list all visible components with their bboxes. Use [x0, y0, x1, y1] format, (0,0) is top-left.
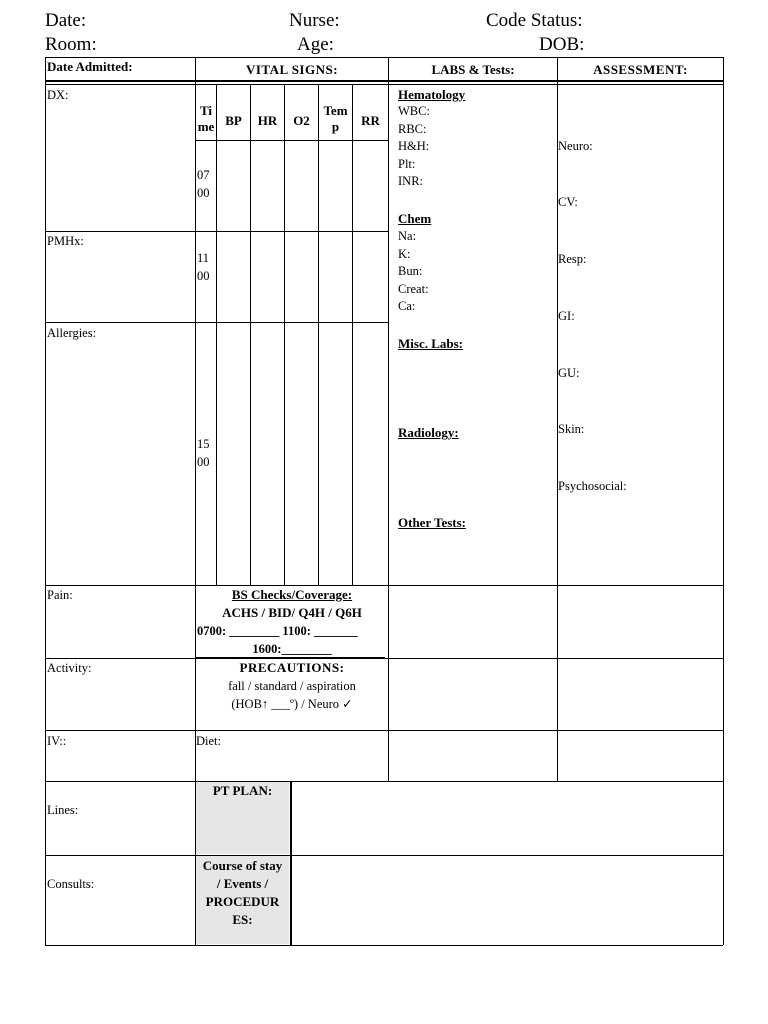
bs-checks-options: ACHS / BID/ Q4H / Q6H: [222, 605, 362, 620]
vitals-bp-header: BP: [225, 113, 242, 128]
diet-label: Diet:: [196, 734, 221, 748]
activity-label: Activity:: [47, 661, 92, 675]
vitals-o2-header: O2: [293, 113, 310, 128]
assessment-header: ASSESSMENT:: [593, 62, 688, 77]
precautions-title: PRECAUTIONS:: [239, 660, 345, 675]
list-item: K:: [398, 246, 411, 261]
radiology-heading: Radiology:: [398, 425, 459, 440]
assessment-psychosocial: Psychosocial:: [558, 479, 627, 493]
chem-heading: Chem: [398, 211, 432, 226]
date-label: Date:: [45, 10, 87, 31]
assessment-neuro: Neuro:: [558, 139, 593, 153]
chem-list: [398, 228, 429, 316]
hematology-list: [398, 103, 430, 191]
pain-label: Pain:: [47, 588, 73, 602]
room-label: Room:: [45, 34, 97, 55]
misc-labs-heading: Misc. Labs:: [398, 336, 463, 351]
list-item: WBC:: [398, 104, 430, 118]
date-admitted-label: Date Admitted:: [47, 59, 133, 74]
vitals-time-row: 11 00: [197, 251, 210, 283]
labs-tests-header: LABS & Tests:: [431, 62, 515, 77]
other-tests-heading: Other Tests:: [398, 515, 467, 530]
list-item: Ca:: [398, 299, 416, 313]
iv-label: IV::: [47, 734, 67, 748]
list-item: RBC:: [398, 121, 427, 136]
bs-checks-title: BS Checks/Coverage:: [231, 587, 353, 602]
list-item: INR:: [398, 174, 423, 188]
assessment-resp: Resp:: [558, 252, 587, 266]
assessment-cv: CV:: [558, 195, 578, 209]
hematology-heading: Hematology: [398, 87, 466, 102]
course-of-stay-label: Course of stay / Events / PROCEDUR ES:: [202, 858, 283, 927]
age-label: Age:: [297, 34, 334, 55]
assessment-gi: GI:: [558, 309, 575, 323]
vital-signs-header: VITAL SIGNS:: [245, 62, 339, 77]
allergies-label: Allergies:: [47, 326, 97, 340]
pmhx-label: PMHx:: [47, 234, 84, 248]
vitals-time-row: 07 00: [197, 168, 210, 200]
assessment-skin: Skin:: [558, 422, 585, 436]
list-item: Plt:: [398, 156, 416, 171]
dx-label: DX:: [47, 88, 69, 102]
lines-label: Lines:: [47, 803, 79, 817]
vitals-temp-header: Tem p: [323, 103, 348, 134]
vitals-rr-header: RR: [361, 113, 380, 128]
assessment-gu: GU:: [558, 366, 580, 380]
code-status-label: Code Status:: [486, 10, 583, 31]
list-item: H&H:: [398, 139, 430, 153]
pt-plan-label: PT PLAN:: [212, 783, 273, 798]
list-item: Na:: [398, 229, 417, 243]
bs-checks-1600: 1600:________: [252, 642, 332, 656]
consults-label: Consults:: [47, 877, 95, 891]
vitals-hr-header: HR: [257, 113, 278, 128]
precautions-types: fall / standard / aspiration: [228, 679, 356, 693]
nurse-label: Nurse:: [289, 10, 340, 31]
list-item: Bun:: [398, 264, 423, 278]
vitals-time-header: Ti me: [197, 103, 215, 134]
dob-label: DOB:: [539, 34, 585, 55]
precautions-hob: (HOB↑ ___º) / Neuro ✓: [231, 697, 353, 711]
list-item: Creat:: [398, 281, 429, 296]
bs-checks-times: 0700: ________ 1100: _______: [197, 624, 358, 638]
vitals-time-row: 15 00: [197, 437, 210, 469]
